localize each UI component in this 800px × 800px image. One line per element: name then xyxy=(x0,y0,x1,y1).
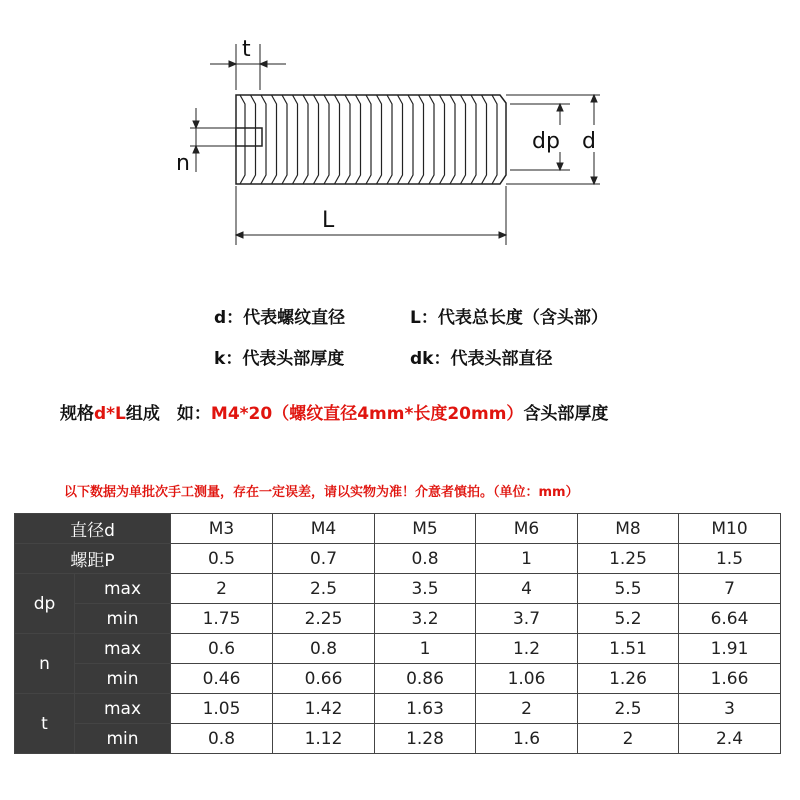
table-row-n-min xyxy=(15,664,781,694)
value-cell: 3.7 xyxy=(476,604,578,634)
screw-slot xyxy=(236,128,262,146)
thread-crest xyxy=(482,95,487,184)
value-cell: 1.28 xyxy=(375,724,476,754)
thread-crest xyxy=(356,95,361,184)
thread-crest xyxy=(303,95,308,184)
value-cell: 1.51 xyxy=(578,634,679,664)
value-cell: 4 xyxy=(476,574,578,604)
size-cell: M6 xyxy=(476,514,578,544)
value-cell: 1.2 xyxy=(476,634,578,664)
thread-crest xyxy=(377,95,382,184)
pitch-cell: 0.8 xyxy=(375,544,476,574)
value-cell: 0.86 xyxy=(375,664,476,694)
size-cell: M10 xyxy=(679,514,781,544)
value-cell: 1 xyxy=(375,634,476,664)
sub-label: max xyxy=(75,634,171,664)
screw-threads xyxy=(240,95,497,184)
thread-crest xyxy=(387,95,392,184)
legend-L-desc: 代表总长度（含头部） xyxy=(437,308,608,328)
value-cell: 2.5 xyxy=(273,574,375,604)
value-cell: 3 xyxy=(679,694,781,724)
table-row-t-max xyxy=(15,694,781,724)
size-cell: M8 xyxy=(578,514,679,544)
value-cell: 3.5 xyxy=(375,574,476,604)
sub-label: max xyxy=(75,694,171,724)
size-cell: M5 xyxy=(375,514,476,544)
value-cell: 1.06 xyxy=(476,664,578,694)
thread-crest xyxy=(324,95,329,184)
thread-crest xyxy=(429,95,434,184)
table-row-diameter xyxy=(15,514,781,544)
value-cell: 1.42 xyxy=(273,694,375,724)
legend-L-key: L xyxy=(410,308,421,328)
sub-label: min xyxy=(75,664,171,694)
table-row-t-min xyxy=(15,724,781,754)
thread-crest xyxy=(471,95,476,184)
label-n: n xyxy=(176,151,190,176)
thread-crest xyxy=(461,95,466,184)
table-row-n-max xyxy=(15,634,781,664)
spec-example: M4*20（螺纹直径4mm*长度20mm） xyxy=(210,404,524,424)
table-row-dp-max xyxy=(15,574,781,604)
thread-crest xyxy=(398,95,403,184)
label-dp: dp xyxy=(532,129,560,154)
legend-L: L：代表总长度（含头部） xyxy=(410,308,608,328)
table-row-pitch xyxy=(15,544,781,574)
table-row-dp-min xyxy=(15,604,781,634)
size-cell: M4 xyxy=(273,514,375,544)
size-cell: M3 xyxy=(171,514,273,544)
pitch-cell: 1.5 xyxy=(679,544,781,574)
value-cell: 2 xyxy=(171,574,273,604)
group-label-t: t xyxy=(15,694,75,754)
value-cell: 0.46 xyxy=(171,664,273,694)
value-cell: 5.5 xyxy=(578,574,679,604)
thread-crest xyxy=(419,95,424,184)
thread-crest xyxy=(450,95,455,184)
legend-dk-key: dk xyxy=(410,349,434,369)
thread-crest xyxy=(272,95,277,184)
spec-format: d*L xyxy=(94,404,126,424)
value-cell: 0.8 xyxy=(273,634,375,664)
legend-dk: dk：代表头部直径 xyxy=(410,349,553,369)
legend-d-desc: 代表螺纹直径 xyxy=(243,308,346,328)
legend-d-key: d xyxy=(214,308,227,328)
thread-crest xyxy=(293,95,298,184)
value-cell: 1.91 xyxy=(679,634,781,664)
value-cell: 2 xyxy=(476,694,578,724)
thread-crest xyxy=(282,95,287,184)
value-cell: 1.05 xyxy=(171,694,273,724)
thread-crest xyxy=(335,95,340,184)
sub-label: max xyxy=(75,574,171,604)
dimension-L xyxy=(236,186,506,245)
legend-k: k：代表头部厚度 xyxy=(214,349,345,369)
pitch-cell: 1.25 xyxy=(578,544,679,574)
legend-k-key: k xyxy=(214,349,226,369)
group-label-dp: dp xyxy=(15,574,75,634)
value-cell: 3.2 xyxy=(375,604,476,634)
dimension-n xyxy=(190,108,236,172)
label-d: d xyxy=(582,129,596,154)
spec-example-line: 规格d*L组成 如：M4*20（螺纹直径4mm*长度20mm）含头部厚度 xyxy=(60,404,609,424)
value-cell: 6.64 xyxy=(679,604,781,634)
value-cell: 1.6 xyxy=(476,724,578,754)
value-cell: 2.4 xyxy=(679,724,781,754)
pitch-cell: 0.7 xyxy=(273,544,375,574)
thread-crest xyxy=(492,95,497,184)
legend-k-desc: 代表头部厚度 xyxy=(242,349,345,369)
pitch-cell: 0.5 xyxy=(171,544,273,574)
value-cell: 0.8 xyxy=(171,724,273,754)
legend-dk-desc: 代表头部直径 xyxy=(450,349,553,369)
sub-label: min xyxy=(75,604,171,634)
value-cell: 2.5 xyxy=(578,694,679,724)
value-cell: 1.66 xyxy=(679,664,781,694)
value-cell: 1.63 xyxy=(375,694,476,724)
thread-crest xyxy=(345,95,350,184)
thread-crest xyxy=(366,95,371,184)
value-cell: 5.2 xyxy=(578,604,679,634)
label-L: L xyxy=(322,208,335,233)
diameter-label: 直径d xyxy=(15,514,171,544)
legend-d: d：代表螺纹直径 xyxy=(214,308,346,328)
thread-crest xyxy=(408,95,413,184)
pitch-label: 螺距P xyxy=(15,544,171,574)
measurement-notice: 以下数据为单批次手工测量，存在一定误差，请以实物为准！介意者慎拍。（单位：mm） xyxy=(64,485,579,500)
sub-label: min xyxy=(75,724,171,754)
spec-table xyxy=(14,513,781,754)
value-cell: 0.66 xyxy=(273,664,375,694)
group-label-n: n xyxy=(15,634,75,694)
value-cell: 0.6 xyxy=(171,634,273,664)
thread-crest xyxy=(314,95,319,184)
thread-crest xyxy=(440,95,445,184)
value-cell: 1.12 xyxy=(273,724,375,754)
value-cell: 1.75 xyxy=(171,604,273,634)
value-cell: 7 xyxy=(679,574,781,604)
label-t: t xyxy=(242,37,251,62)
screw-dimension-drawing xyxy=(0,0,800,290)
value-cell: 2 xyxy=(578,724,679,754)
value-cell: 1.26 xyxy=(578,664,679,694)
pitch-cell: 1 xyxy=(476,544,578,574)
value-cell: 2.25 xyxy=(273,604,375,634)
